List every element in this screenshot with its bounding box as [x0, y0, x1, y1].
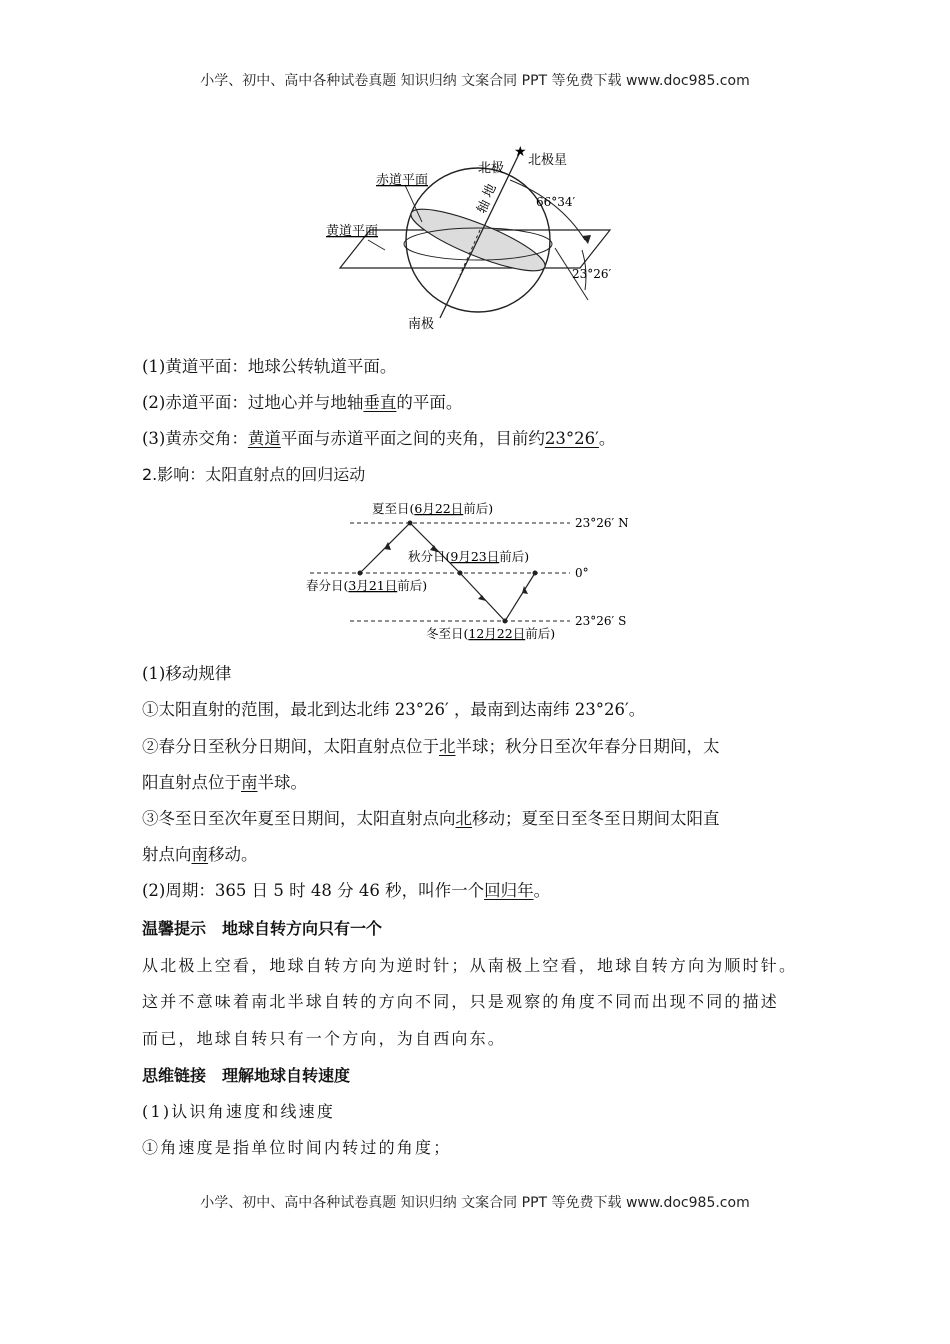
movement-p3-line1: ③冬至日至次年夏至日期间，太阳直射点向北移动；夏至日至冬至日期间太阳直	[142, 809, 720, 828]
winter-label: 冬至日(12月22日前后)	[426, 626, 556, 641]
equator-plane-label: 赤道平面	[376, 173, 429, 188]
page-footer: 小学、初中、高中各种试卷真题 知识归纳 文案合同 PPT 等免费下载 www.doc985.com	[200, 1195, 750, 1211]
next-spring-point	[533, 571, 538, 576]
autumn-point	[458, 571, 463, 576]
spring-point	[358, 571, 363, 576]
ecliptic-label-leader	[368, 240, 385, 250]
movement-p2-line1: ②春分日至秋分日期间，太阳直射点位于北半球；秋分日至次年春分日期间，太	[142, 737, 720, 756]
subsolar-migration-diagram	[300, 495, 650, 645]
lat-s-label: 23°26′ S	[575, 614, 627, 628]
tip-title: 温馨提示 地球自转方向只有一个	[142, 919, 383, 938]
period-line: (2)周期：365 日 5 时 48 分 46 秒，叫作一个回归年。	[142, 881, 551, 900]
link-line-1: (1)认识角速度和线速度	[142, 1102, 336, 1121]
tip-line-2: 这并不意味着南北半球自转的方向不同，只是观察的角度不同而出现不同的描述	[142, 992, 780, 1011]
obliquity-diagram	[310, 140, 650, 330]
autumn-label: 秋分日(9月23日前后)	[408, 549, 530, 564]
arrow-down-2	[478, 595, 486, 601]
tip-line-3: 而已，地球自转只有一个方向，为自西向东。	[142, 1029, 507, 1048]
summer-label: 夏至日(6月22日前后)	[372, 501, 494, 516]
angle-top-label: 66°34′	[536, 195, 576, 209]
north-pole-label: 北极	[478, 161, 505, 176]
def-equator: (2)赤道平面：过地心并与地轴垂直的平面。	[142, 393, 463, 412]
lat-0-label: 0°	[575, 566, 589, 580]
angle-bottom-label: 23°26′	[572, 267, 612, 281]
arrow-up-2	[522, 586, 528, 594]
winter-point	[503, 619, 508, 624]
polaris-label: 北极星	[528, 153, 568, 168]
movement-p1: ①太阳直射的范围，最北到达北纬 23°26′ ，最南到达南纬 23°26′。	[142, 700, 646, 719]
axis-label-2: 轴	[474, 197, 494, 217]
movement-p3-line2: 射点向南移动。	[142, 845, 258, 864]
arrow-head	[582, 235, 591, 244]
tip-line-1: 从北极上空看，地球自转方向为逆时针；从南极上空看，地球自转方向为顺时针。	[142, 956, 798, 975]
lat-n-label: 23°26′ N	[575, 516, 629, 530]
axis-label-1: 地	[480, 181, 500, 201]
page-header: 小学、初中、高中各种试卷真题 知识归纳 文案合同 PPT 等免费下载 www.doc985.com	[200, 73, 750, 89]
def-obliquity: (3)黄赤交角：黄道平面与赤道平面之间的夹角，目前约23°26′。	[142, 429, 616, 448]
movement-p2-line2: 阳直射点位于南半球。	[142, 773, 307, 792]
movement-title: (1)移动规律	[142, 664, 232, 683]
link-title: 思维链接 理解地球自转速度	[142, 1066, 351, 1085]
summer-point	[408, 521, 413, 526]
section-2-title: 2.影响：太阳直射点的回归运动	[142, 465, 366, 484]
link-line-2: ①角速度是指单位时间内转过的角度；	[142, 1138, 452, 1157]
def-ecliptic: (1)黄道平面：地球公转轨道平面。	[142, 357, 397, 376]
migration-path	[360, 523, 535, 621]
polaris-star-icon: ★	[514, 144, 527, 160]
south-pole-label: 南极	[408, 317, 435, 330]
ecliptic-plane-label: 黄道平面	[326, 224, 379, 239]
spring-label: 春分日(3月21日前后)	[306, 578, 428, 593]
